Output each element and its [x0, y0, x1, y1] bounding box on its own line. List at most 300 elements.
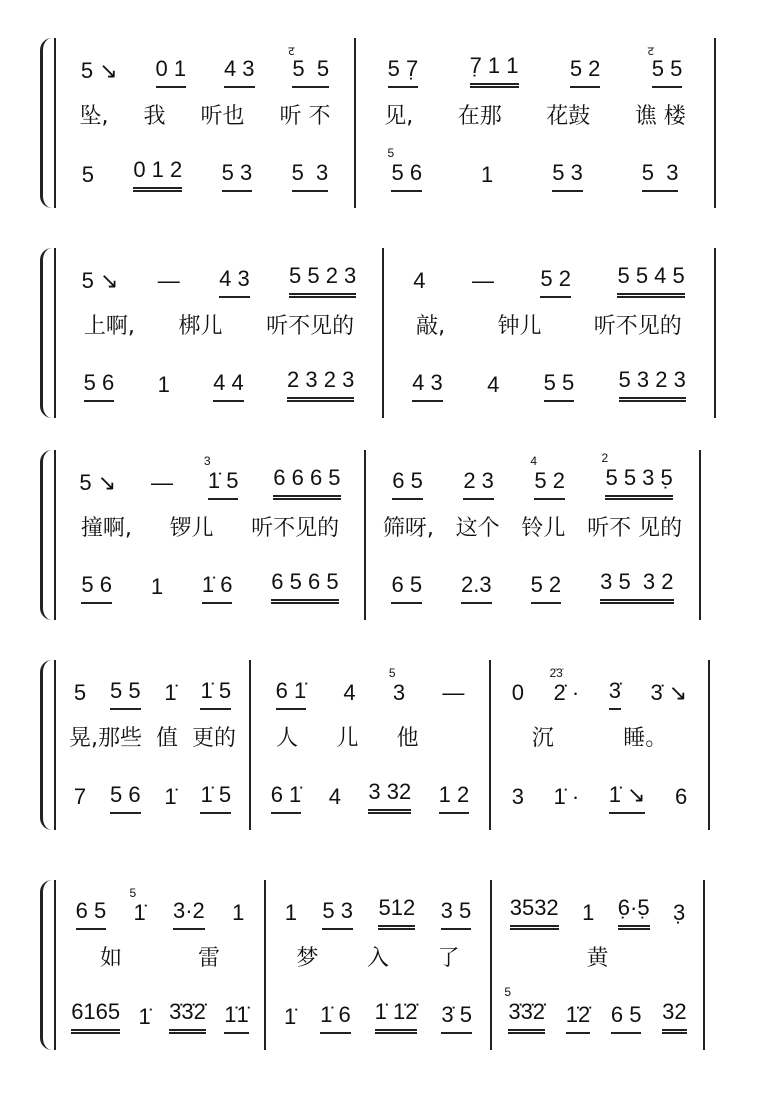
note-text: 3	[511, 784, 524, 809]
lyrics-row	[390, 308, 708, 344]
note-text: 值	[155, 726, 178, 751]
note-text: 1	[157, 372, 170, 397]
lyric-text	[623, 721, 667, 756]
melody-row	[62, 886, 258, 930]
lyrics-row	[62, 510, 358, 546]
note-text: —	[157, 268, 180, 293]
note-group	[566, 1002, 590, 1034]
lyric-text	[84, 309, 135, 344]
melody-row	[62, 674, 243, 710]
lyric-text	[178, 309, 222, 344]
lyric-text	[79, 99, 108, 134]
melody-row	[372, 451, 693, 500]
note-group	[156, 56, 187, 88]
measure	[56, 38, 356, 208]
note-group	[222, 160, 253, 192]
lyric-text	[546, 99, 590, 134]
note-text: 1̇	[133, 900, 146, 925]
note-text: 5 5	[292, 56, 330, 81]
note-group	[441, 898, 472, 930]
note-group	[329, 784, 341, 814]
note-text: 5 5	[543, 370, 575, 395]
note-text: 6 1̇	[275, 678, 307, 703]
lyric-text	[397, 721, 419, 756]
note-text: 1	[232, 900, 245, 925]
note-group	[675, 784, 687, 814]
note-text: —	[151, 470, 174, 495]
note-text: 1̇2̇	[565, 1002, 591, 1027]
note-text: 5 6	[391, 160, 423, 185]
lyrics-row	[372, 510, 693, 546]
grace-note: 3	[203, 454, 211, 468]
note-text: 3̣	[673, 900, 686, 925]
note-text: 1̇	[164, 680, 177, 705]
note-text: 这个	[455, 516, 500, 541]
note-text: 6 1̇	[270, 782, 302, 807]
grace-note: ट	[647, 44, 654, 58]
melody-row	[62, 262, 376, 298]
note-text: 2 3 2 3	[287, 367, 355, 392]
measures	[54, 38, 740, 208]
note-group	[530, 454, 565, 500]
score-system	[40, 450, 740, 620]
lyric-text	[276, 721, 298, 756]
melody-row	[62, 44, 348, 88]
grace-note: 5	[129, 886, 137, 900]
note-text: 2̇ ·	[553, 680, 580, 705]
note-group	[79, 470, 116, 500]
note-group	[203, 454, 239, 500]
note-text: 沉	[531, 726, 554, 751]
note-text: 在那	[457, 104, 502, 129]
note-group	[343, 680, 355, 710]
measure	[356, 38, 716, 208]
lyrics-row	[362, 98, 708, 134]
note-text: 4 3	[219, 266, 250, 291]
note-group	[601, 451, 673, 500]
note-text: 上啊,	[83, 314, 135, 339]
note-group	[487, 372, 499, 402]
note-group	[512, 784, 524, 814]
note-group	[289, 263, 356, 298]
measure	[251, 660, 491, 830]
note-group	[570, 56, 601, 88]
note-text: 0 1 2	[133, 157, 183, 182]
measures	[54, 660, 740, 830]
note-group	[271, 782, 302, 814]
note-text: 1	[582, 900, 595, 925]
melody-row	[257, 666, 483, 710]
note-text: 3532	[509, 895, 559, 920]
note-text: 1̇	[283, 1004, 297, 1029]
note-text	[457, 727, 464, 752]
lyric-text	[384, 99, 413, 134]
lyrics-row	[62, 98, 348, 134]
note-text: 1̇ 5	[207, 468, 239, 493]
note-text: 3 32	[368, 779, 412, 804]
note-group	[173, 898, 205, 930]
note-group	[202, 572, 233, 604]
note-text: 6	[674, 784, 688, 809]
lyric-text	[266, 309, 354, 344]
note-group	[609, 782, 646, 814]
lyric-text	[521, 511, 565, 546]
note-group	[552, 160, 583, 192]
note-group	[472, 268, 494, 298]
grace-note: 5	[388, 666, 396, 680]
note-text: 见,	[384, 104, 414, 129]
note-group	[158, 372, 170, 402]
note-group	[81, 572, 112, 604]
note-text: 3̇ ↘	[650, 680, 688, 705]
grace-note: 2	[601, 451, 609, 465]
note-text: 梆儿	[178, 314, 223, 339]
note-group	[273, 465, 340, 500]
note-group	[292, 160, 329, 192]
note-text: 3̇3̇2̇	[169, 999, 206, 1024]
note-group	[673, 900, 685, 930]
note-text: 听不见的	[251, 516, 340, 541]
note-group	[413, 268, 425, 298]
note-text: 了	[437, 946, 460, 971]
note-group	[110, 782, 141, 814]
accompaniment-row	[372, 568, 693, 604]
note-group	[619, 367, 686, 402]
note-group	[71, 999, 120, 1034]
lyric-text	[367, 941, 389, 976]
note-text: 晃,那些	[68, 726, 142, 751]
note-text: 1̇ 5	[200, 678, 232, 703]
note-text: 谯 楼	[634, 104, 686, 129]
note-group	[391, 572, 422, 604]
lyric-text	[100, 941, 122, 976]
note-text: 5	[81, 162, 94, 187]
note-group	[531, 572, 562, 604]
lyrics-row	[257, 720, 483, 756]
measures	[54, 880, 740, 1050]
lyric-text	[383, 511, 434, 546]
note-text: 1	[481, 162, 494, 187]
measure	[384, 248, 716, 418]
note-text: 1̇ 6	[201, 572, 233, 597]
note-group	[388, 56, 419, 88]
lyric-text	[586, 941, 608, 976]
accompaniment-row	[497, 778, 702, 814]
note-group	[169, 999, 206, 1034]
note-group	[276, 678, 307, 710]
system-brace	[40, 38, 53, 208]
measure	[266, 880, 492, 1050]
note-text: 我	[143, 104, 166, 129]
note-group	[164, 680, 176, 710]
note-group	[82, 162, 94, 192]
note-group	[387, 146, 423, 192]
note-text: 6 5 6 5	[271, 569, 339, 594]
lyric-text	[192, 721, 236, 756]
note-text: 1̇ 6	[320, 1002, 351, 1027]
note-group	[200, 678, 231, 710]
note-text: 7̣ 1 1	[469, 53, 519, 78]
accompaniment-row	[62, 366, 376, 402]
note-text: 6 6 6 5	[273, 465, 341, 490]
note-group	[618, 895, 650, 930]
system-brace	[40, 660, 53, 830]
note-group	[461, 572, 492, 604]
measure	[492, 880, 705, 1050]
note-text: 5 6	[109, 782, 141, 807]
note-text: 3̇	[608, 678, 621, 703]
accompaniment-row	[498, 985, 697, 1034]
note-group	[549, 666, 580, 710]
lyric-text	[458, 99, 502, 134]
note-text: 5 3 2 3	[618, 367, 686, 392]
measure	[56, 450, 366, 620]
note-text: 1 2	[438, 782, 470, 807]
note-text: —	[442, 680, 465, 705]
note-text: 他	[396, 726, 419, 751]
note-text: 3̇3̇2̇	[508, 999, 546, 1024]
note-text: 听 不	[279, 104, 331, 129]
note-group	[540, 266, 571, 298]
note-group	[368, 779, 411, 814]
lyric-text	[69, 721, 142, 756]
note-text: 5 2	[534, 468, 565, 493]
note-text: 听不见的	[266, 314, 355, 339]
lyrics-row	[272, 940, 484, 976]
lyrics-row	[62, 308, 376, 344]
note-text: 钟儿	[497, 314, 542, 339]
note-text: 5 6	[81, 572, 112, 597]
lyric-text	[143, 99, 165, 134]
note-text: 5 2	[530, 572, 562, 597]
score-system	[40, 248, 740, 418]
lyric-text	[156, 721, 178, 756]
note-text: 2.3	[461, 572, 492, 597]
score-system	[40, 38, 740, 208]
lyric-text	[279, 99, 330, 134]
lyric-text	[416, 309, 445, 344]
lyric-text	[635, 99, 686, 134]
accompaniment-row	[390, 366, 708, 402]
note-group	[412, 370, 443, 402]
accompaniment-row	[62, 998, 258, 1034]
lyrics-row	[497, 720, 702, 756]
note-text: 4	[328, 784, 341, 809]
note-group	[284, 1004, 296, 1034]
note-group	[510, 895, 559, 930]
lyric-text	[587, 511, 682, 546]
lyric-text	[296, 941, 318, 976]
lyric-text	[336, 721, 358, 756]
note-text: 4 3	[223, 56, 255, 81]
lyric-text	[169, 511, 213, 546]
note-group	[74, 784, 86, 814]
note-text: 5 5	[109, 678, 141, 703]
measures	[54, 248, 740, 418]
note-text: 6165	[71, 999, 121, 1024]
note-group	[224, 56, 255, 88]
note-text: 6 5	[392, 468, 423, 493]
note-text: 雷	[197, 946, 220, 971]
note-text: 5 2	[569, 56, 601, 81]
note-text: 如	[99, 946, 122, 971]
note-group	[392, 468, 423, 500]
note-group	[151, 574, 163, 604]
note-group	[81, 58, 118, 88]
note-text: 敲,	[416, 314, 446, 339]
note-group	[642, 160, 679, 192]
note-text: 2 3	[463, 468, 494, 493]
note-text: 听不见的	[593, 314, 682, 339]
note-text: 人	[276, 726, 299, 751]
note-text: 4 3	[412, 370, 443, 395]
note-group	[582, 900, 594, 930]
accompaniment-row	[362, 146, 708, 192]
note-group	[554, 784, 580, 814]
note-text: 5 3	[221, 160, 253, 185]
note-text: 4	[487, 372, 500, 397]
note-text: 1̇	[138, 1004, 151, 1029]
system-brace	[40, 248, 53, 418]
note-group	[481, 162, 493, 192]
note-text: 5 ↘	[80, 58, 118, 83]
note-group	[320, 1002, 351, 1034]
note-group	[388, 666, 406, 710]
note-text: 4 4	[213, 370, 244, 395]
score-system	[40, 660, 740, 830]
note-group	[442, 680, 464, 710]
note-text: 5 7̣	[387, 56, 419, 81]
note-group	[200, 782, 231, 814]
note-text: 6̣·5̣	[617, 895, 650, 920]
note-text: 1̇ ·	[553, 784, 580, 809]
lyric-text	[532, 721, 554, 756]
lyric-text	[438, 941, 460, 976]
note-group	[609, 678, 621, 710]
measure	[366, 450, 701, 620]
note-text: 黄	[586, 946, 609, 971]
note-group	[76, 898, 107, 930]
note-text: 梦	[296, 946, 319, 971]
note-text: 5 ↘	[79, 470, 117, 495]
note-group	[439, 782, 470, 814]
measure	[56, 248, 384, 418]
note-text: 7	[73, 784, 87, 809]
note-group	[285, 900, 297, 930]
measures	[54, 450, 740, 620]
lyric-text	[457, 727, 464, 756]
system-brace	[40, 450, 53, 620]
note-text: 6 5	[75, 898, 107, 923]
note-text: 6 5	[391, 572, 423, 597]
lyrics-row	[62, 720, 243, 756]
note-text: 1	[150, 574, 164, 599]
note-text: 4	[413, 268, 426, 293]
note-text: 5 3	[552, 160, 583, 185]
note-text: 5 2	[540, 266, 572, 291]
note-group	[110, 678, 141, 710]
note-text: 锣儿	[169, 516, 214, 541]
note-text: 1̇ 5	[200, 782, 232, 807]
note-text: 睡。	[623, 726, 668, 751]
note-text: 花鼓	[546, 104, 591, 129]
melody-row	[362, 44, 708, 88]
note-text: 5 6	[83, 370, 115, 395]
note-group	[662, 999, 686, 1034]
grace-note: 2̇3̇	[549, 666, 563, 680]
note-group	[650, 680, 687, 710]
note-text: 5 5	[651, 56, 683, 81]
note-text: 0 1	[155, 56, 187, 81]
note-group	[375, 999, 418, 1034]
note-group	[322, 898, 353, 930]
note-text: 5 ↘	[81, 268, 119, 293]
note-group	[219, 266, 250, 298]
grace-note: 5	[504, 985, 512, 999]
note-text: 筛呀,	[382, 516, 434, 541]
note-text: 听不 见的	[587, 516, 683, 541]
note-group	[82, 268, 119, 298]
note-text: 5	[73, 680, 87, 705]
note-text: 6 5	[610, 1002, 642, 1027]
note-group	[224, 1002, 248, 1034]
grace-note: 5	[387, 146, 395, 160]
lyric-text	[594, 309, 682, 344]
note-text: 5 5 4 5	[617, 263, 685, 288]
note-text: 4	[343, 680, 356, 705]
melody-row	[390, 262, 708, 298]
lyrics-row	[498, 940, 697, 976]
melody-row	[272, 894, 484, 930]
accompaniment-row	[62, 568, 358, 604]
note-group	[441, 1002, 472, 1034]
note-text: 3·2	[173, 898, 205, 923]
note-text: 1̇1̇	[224, 1002, 249, 1027]
note-text: 更的	[191, 726, 236, 751]
melody-row	[497, 666, 702, 710]
note-group	[133, 157, 182, 192]
note-group	[84, 370, 115, 402]
note-text: 5 3	[291, 160, 329, 185]
note-text: 32	[662, 999, 687, 1024]
note-group	[139, 1004, 151, 1034]
note-text: 0	[511, 680, 524, 705]
note-group	[288, 44, 330, 88]
note-text: 3 5	[440, 898, 472, 923]
note-group	[617, 263, 684, 298]
note-text: 入	[366, 946, 389, 971]
note-text: 5 3	[641, 160, 679, 185]
score-system	[40, 880, 740, 1050]
lyric-text	[198, 941, 220, 976]
lyrics-row	[62, 940, 258, 976]
note-text: 5 3	[322, 898, 354, 923]
note-text: 1̇ 1̇2̇	[374, 999, 418, 1024]
note-group	[463, 468, 494, 500]
accompaniment-row	[62, 778, 243, 814]
lyric-text	[200, 99, 244, 134]
note-group	[512, 680, 524, 710]
note-group	[470, 53, 519, 88]
note-group	[600, 569, 673, 604]
note-group	[504, 985, 546, 1034]
note-group	[158, 268, 180, 298]
lyric-text	[81, 511, 132, 546]
measure	[56, 880, 266, 1050]
note-text: —	[471, 268, 494, 293]
note-text: 听也	[200, 104, 245, 129]
note-text: 撞啊,	[80, 516, 132, 541]
